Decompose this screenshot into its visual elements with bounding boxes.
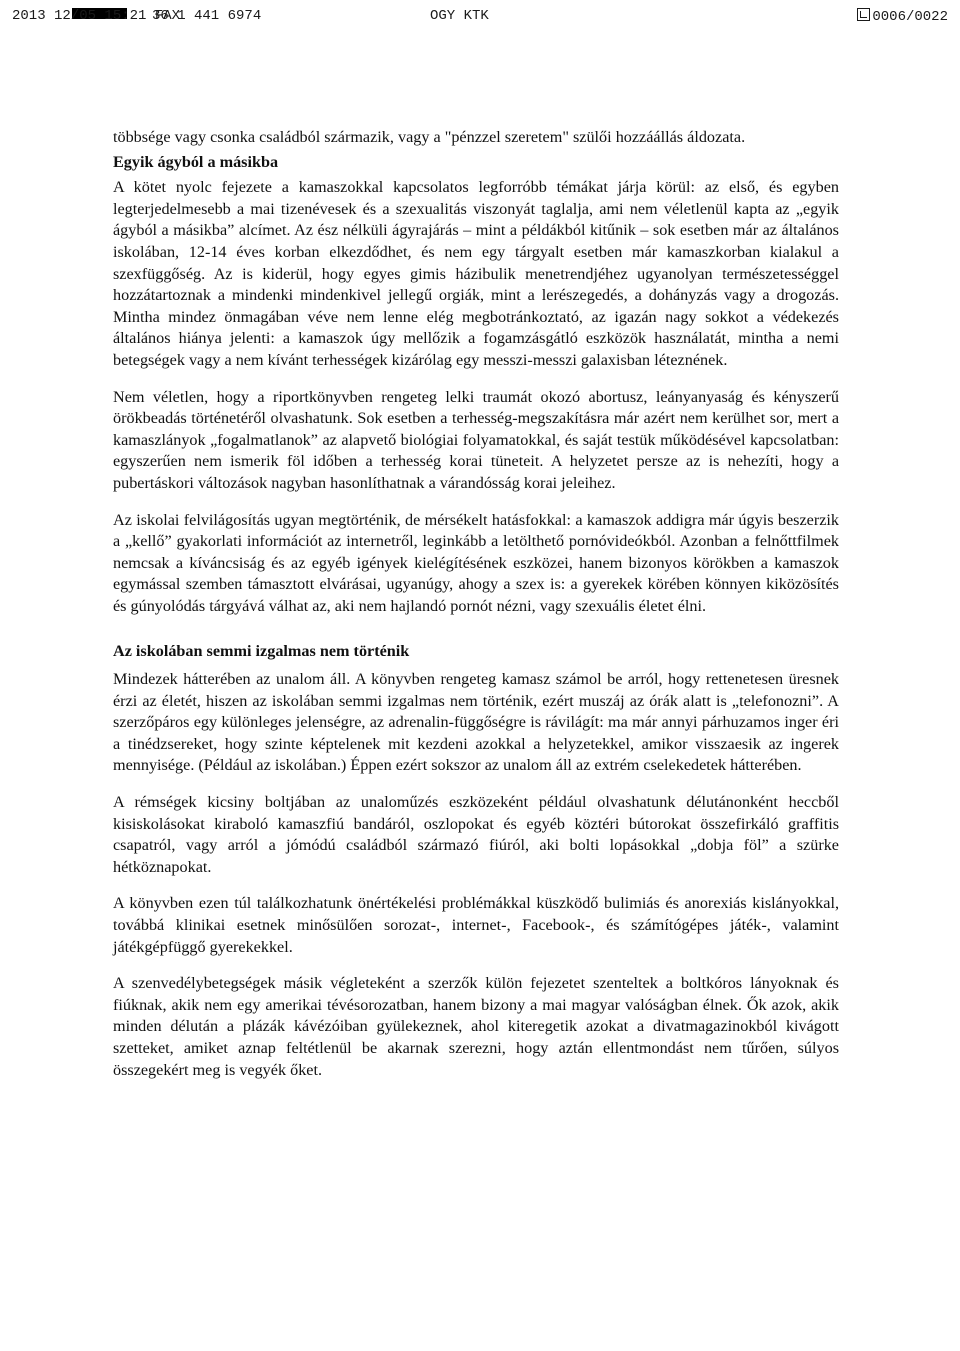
fax-phone-number: 36 1 441 6974 [152,8,262,24]
fax-header [12,8,948,28]
body-paragraph: Nem véletlen, hogy a riportkönyvben rengeteg lelki traumát okozó abortusz, leányanyaság és kényszerű örökbeadás történetéről olvashatunk. Sok esetben a terhesség-megszakításra már azért nem kerülhet sor, mert a kamaszlányok „fogalmatlanok” az alapvető biológiai folyamatokkal, és saját testük működésével kapcsolatban: egyszerűen nem ismerik föl időben a terhesség korai tüneteit. A helyzetet persze az is nehezíti, hogy a pubertáskori változások nagyban hasonlíthatnak a várandósság korai jeleihez. [113,387,839,492]
fax-page-icon [857,8,870,21]
fax-page-number-group [857,8,948,25]
intro-paragraph: többsége vagy csonka családból származik, vagy a "pénzzel szeretem" szülői hozzáállás áldozata. [113,128,746,146]
section-heading-iskolaban: Az iskolában semmi izgalmas nem történik [113,642,410,661]
body-paragraph: A könyvben ezen túl találkozhatunk önértékelési problémákkal küszködő bulimiás és anorexiás kislányokkal, továbbá klinikai esetnek minősülően sorozat-, internet-, Facebook-, és számítógépes játék-, valamint játékgépfüggő gyerekekkel. [113,894,839,956]
fax-date-time: 2013 12/05 15:21 FAX [12,8,181,24]
section-heading-egyik-agybol: Egyik ágyból a másikba [113,152,279,171]
fax-organization: OGY KTK [430,8,489,24]
fax-page-number: 0006/0022 [872,9,948,25]
body-paragraph: Az iskolai felvilágosítás ugyan megtörténik, de mérsékelt hatásfokkal: a kamaszok addigra már úgyis beszerzik a „kellő” gyakorlati információt az internetről, leginkább a letölthető pornóvideókból. Azonban a felnőttfilmek nemcsak a kíváncsiság és az egyéb igények kielégítésének eszközei, hanem bizonyos körökben a kamaszok egymással szemben támasztott elvárásai, ugyanúgy, ahogy a szex is: a gyerekek körében könnyen kiközösítés és gúnyolódás tárgyává válhat az, aki nem hajlandó pornót nézni, vagy szexuális életet élni. [113,510,839,615]
body-paragraph: A szenvedélybetegségek másik végleteként a szerzők külön fejezetet szenteltek a boltkóros lányoknak és fiúknak, akik nem egy amerikai tévésorozatban, hanem bizony a mai magyar valóságban élnek. Ők azok, akik minden délután a plázák kávézóiban gyülekeznek, ahol kiteregetik azokat a divatmagazinokból kivágott szetteket, amiket aznap feltétlenül be akarnak szerezni, hogy aztán ellentmondást nem tűrően, súlyos összegekért meg is vegyék őket. [113,974,839,1079]
body-paragraph: A rémségek kicsiny boltjában az unaloműzés eszközeként például olvashatunk délutánonként heccből kisiskolásokat kiraboló kamaszfiú bandáról, oszlopokat és egyéb köztéri bútorokat összefirkáló graffitis csapatról, vagy arról a jómódú családból származó fiúról, aki bolti lopásokkal „dobja föl” a szürke hétköznapokat. [113,793,839,876]
document-body [113,127,839,1096]
body-paragraph: Mindezek hátterében az unalom áll. A könyvben rengeteg kamasz számol be arról, hogy rettenetesen üresnek érzi az életét, hiszen az iskolában semmi izgalmas nem történik, ezért muszáj az órák alatt is „telefonozni”. A szerzőpáros egy különleges jelenségre, az adrenalin-függőségre is rávilágít: ma már annyi párhuzamos inger éri a tinédzsereket, hogy szinte képtelenek mit kezdeni azokkal a helyzetekkel, amikor visszaesik az ingerek mennyisége. (Például az iskolában.) Éppen ezért sokszor az unalom áll az extrém cselekedetek hátterében. [113,670,839,775]
body-paragraph: A kötet nyolc fejezete a kamaszokkal kapcsolatos legforróbb témákat járja körül: az első, és egyben legterjedelmesebb a mai tizenévesek és a szexualitás viszonyát taglalja, ami nem véletlenül kapta az „egyik ágyból a másikba” alcímet. Az ész nélküli ágyrajárás – mint a példákból kitűnik – sok esetben már az általános iskolában, 12-14 éves korban elkezdődhet, és nem egy tárgyalt esetben már kamaszkorban kialakul a szexfüggőség. Az is kiderül, hogy egyes gimis házibulik menetrendjéhez ugyanolyan természetességgel hozzátartoznak a mindenki mindenkivel jellegű orgiák, mint a lerészegedés, a dohányzás vagy a drogozás. Mintha mindez önmagában véve nem lenne elég megbotránkoztató, az igazán nagy sokkot a védekezés általános hiánya jelenti: a kamaszok úgy mellőzik a fogamzásgátló eszközök használatát, mintha a nemi betegségek vagy a nem kívánt terhességek kizárólag egy messzi-messzi galaxisban léteznének. [113,178,839,369]
